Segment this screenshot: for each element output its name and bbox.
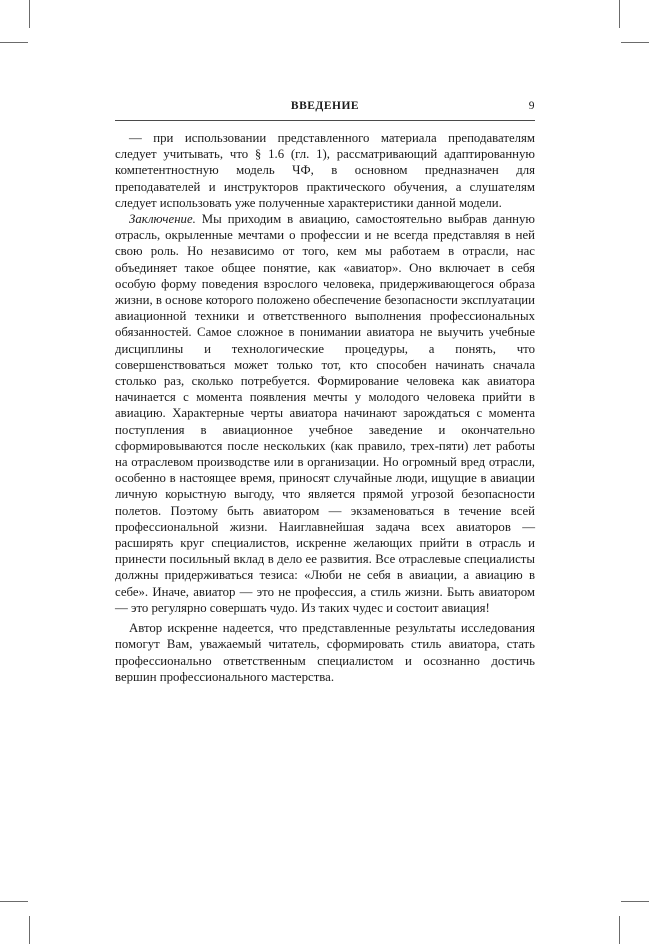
page-number: 9 [528,100,535,112]
chapter-title: ВВЕДЕНИЕ [290,100,360,112]
crop-mark [29,0,30,28]
header-rule [115,120,535,121]
paragraph-recommendation: — при использовании представленного материала преподавателям следует учитывать, что § 1.6 (гл. 1), рассматривающий адаптированную компетентностную модель ЧФ, в основном предназначен для преподавателей и инструкторов практического обучения, а слушателям следует использовать уже полученные характеристики данной модели. [115,131,535,210]
conclusion-text: Мы приходим в авиацию, самостоятельно выбрав данную отрасль, окрыленные мечтами о профессии и не всегда представляя в ней свою роль. Но независимо от того, кем мы работаем в отрасли, нас объединяет такое общее понятие, как «авиатор». Оно включает в себя особую форму поведения взрослого человека, придерживающегося образа жизни, в основе которого положено обеспечение безопасности эксплуатации авиационной техники и ответственного выполнения профессиональных обязанностей. Самое сложное в понимании авиатора не выучить учебные дисциплины и технологические процедуры, а понять, что совершенствоваться может только тот, кто способен начинать сначала столько раз, сколько потребуется. Формирование человека как авиатора начинается с момента появления мечты у молодого человека прийти в авиацию. Характерные черты авиатора начинают зарождаться с момента поступления в авиационное учебное заведение и окончательно сформировываются после нескольких (как правило, трех-пяти) лет работы на отраслевом производстве или в организации. Но огромный вред отрасли, особенно в настоящее время, приносят случайные люди, ищущие в авиации личную корыстную выгоду, что является прямой угрозой безопасности полетов. Поэтому быть авиатором — экзаменоваться в течение всей профессиональной жизни. Наиглавнейшая задача всех авиаторов — расширять круг специалистов, искренне желающих прийти в отрасль и принести посильный вклад в дело ее развития. Все отраслевые специалисты должны придерживаться тезиса: «Люби не себя в авиации, а авиацию в себе». Иначе, авиатор — это не профессия, а стиль жизни. Быть авиатором — это регулярно совершать чудо. Из таких чудес и состоит авиация! [115,212,535,615]
crop-mark [621,901,649,902]
crop-mark [0,42,28,43]
conclusion-label: Заключение. [129,212,196,227]
body-text [115,130,535,685]
crop-mark [619,0,620,28]
crop-mark [621,42,649,43]
paragraph-conclusion [115,211,535,616]
paragraph-closing: Автор искренне надеется, что представленные результаты исследования помогут Вам, уважаемый читатель, сформировать стиль авиатора, стать профессионально ответственным специалистом и осознанно достичь вершин профессионального мастерства. [115,621,535,684]
crop-mark [29,916,30,944]
crop-mark [0,901,28,902]
crop-mark [619,916,620,944]
